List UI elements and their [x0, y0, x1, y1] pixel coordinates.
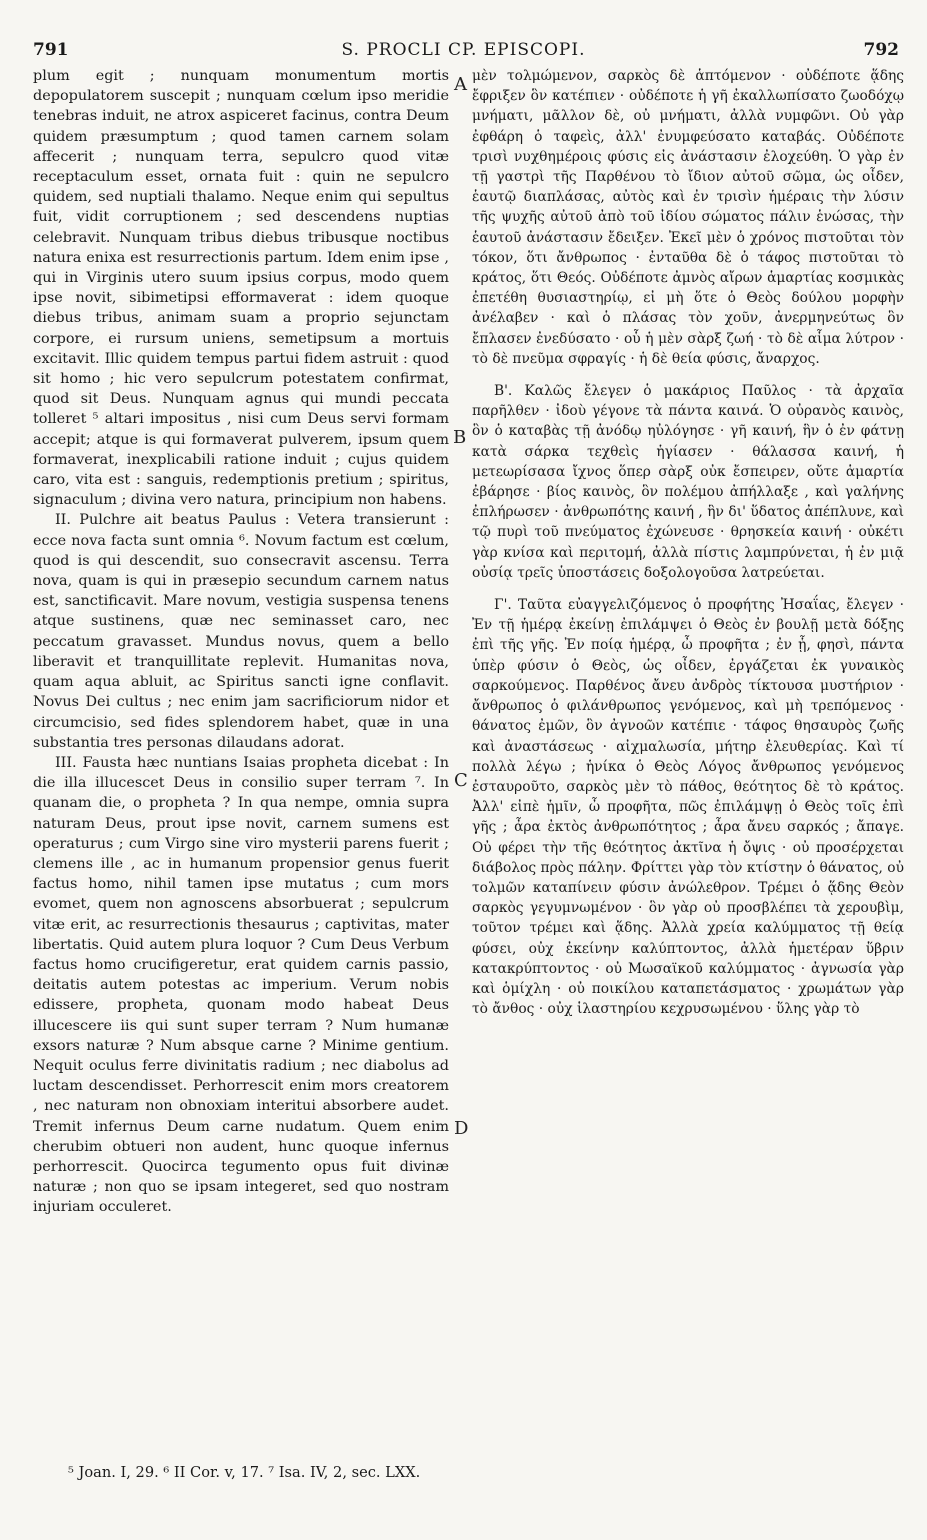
margin-letter-d: D — [454, 1118, 469, 1139]
running-title: S. PROCLI CP. EPISCOPI. — [341, 40, 586, 60]
greek-paragraph-2: Β'. Καλῶς ἔλεγεν ὁ μακάριος Παῦλος · τὰ ἀρχαῖα παρῆλθεν · ἰδοὺ γέγονε τὰ πάντα καινά. Ὁ οὐρανὸς καινὸς, ὃν ὁ καταβὰς τῇ ἀνόδῳ ηὐλόγησε · γῆ καινή, ἣν ὁ ἐν φάτνῃ κατὰ σάρκα τεχθεὶς ἡγίασεν · θάλασσα καινή, ἡ μετεωρίσασα ἴχνος ὅπερ σὰρξ οὐκ ἔσπειρεν, οὔτε ἁμαρτία ἐβάρησε · βίος καινὸς, ὃν πολέμου ἀπήλλαξε , καὶ γαλήνης ἐπλήρωσεν · ἀνθρωπότης καινή , ἣν δι' ὕδατος ἀπέπλυνε, καὶ τῷ πυρὶ τοῦ πνεύματος ἐχώνευσε · θρησκεία καινή · οὐκέτι γὰρ κνίσα καὶ περιτομή, ἀλλὰ πίστις λαμπρύνεται, ἡ ἐν μιᾷ οὐσίᾳ τρεῖς ὑποστάσεις δοξολογοῦσα λατρεύεται. — [472, 383, 904, 581]
latin-paragraph-1: plum egit ; nunquam monumentum mortis depopulatorem suscepit ; nunquam cœlum ipso meridie tenebras induit, ne atrox aspiceret facinus, contra Deum quidem præsumptum ; quod tamen carnem solam affecerit ; nunquam terra, sepulcro quod vitæ receptaculum esset, ornata fuit : quin ne sepulcro quidem, sed nuptiali thalamo. Neque enim qui sepultus fuit, vidit corruptionem ; sed descendens nuptias celebravit. Nunquam tribus diebus tribusque noctibus natura enixa est resurrectionis partum. Idem enim ipse , qui in Virginis utero suum ipsius corpus, modo quem ipse novit, sibimetipsi efformaverat : idem quoque diebus tribus, animam suam a proprio sejunctam corpore, ei rursum uniens, semetipsum a mortuis excitavit. Illic quidem tempus partui fidem astruit : quod sit homo ; hic vero sepulcrum potestatem confirmat, quod sit Deus. Nunquam agnus qui mundi peccata tolleret ⁵ altari impositus , nisi cum Deus servi formam accepit; atque is qui formaverat pulverem, ipsum quem formaverat, inexplicabili ratione induit ; cujus quidem caro, vita est : sanguis, redemptionis pretium ; spiritus, signaculum ; divina vero natura, principium non habens. — [33, 68, 449, 509]
latin-paragraph-3: III. Fausta hæc nuntians Isaias propheta dicebat : In die illa illucescet Deus in consilio super terram ⁷. In quanam die, o propheta ? In qua nempe, omnia supra naturam Deus, prout ipse novit, carnem sumens est operaturus ; cum Virgo sine viro mysterii parens fuerit ; clemens ille , ac in humanum propensior genus fuerit factus homo, nihil tamen ipse mutatus ; cum mors evomet, quem non agnoscens absorbuerat ; sepulcrum vitæ erit, ac resurrectionis thesaurus ; captivitas, mater libertatis. Quid autem plura loquor ? Cum Deus Verbum factus homo crucifigeretur, erat quidem carnis passio, deitatis autem potestas ac imperium. Verum nobis edissere, propheta, quonam modo habeat Deus illucescere iis qui sunt super terram ? Num humanæ exsors naturæ ? Num absque carne ? Minime gentium. Nequit oculus ferre divinitatis radium ; nec diabolus ad luctam descendisset. Perhorrescit enim mors creatorem , nec naturam non obnoxiam interitui absorbere audet. Tremit infernus Deum carne nudatum. Quem enim cherubim obtueri non audent, hunc quoque infernus perhorrescit. Quocirca tegumento opus fuit divinæ naturæ ; non quo se ipsam integeret, sed quo nostram injuriam occuleret. — [33, 754, 449, 1216]
margin-letter-c: C — [454, 770, 468, 791]
margin-letter-b: B — [453, 427, 467, 448]
margin-letter-a: A — [454, 74, 467, 95]
greek-column — [472, 66, 904, 1019]
page-number-right: 792 — [863, 40, 899, 60]
page-number-left: 791 — [33, 40, 69, 60]
latin-paragraph-2: II. Pulchre ait beatus Paulus : Vetera transierunt : ecce nova facta sunt omnia ⁶. Novum factum est cœlum, quod is qui descendit, suo consecravit ascensu. Terra nova, quam is qui in præsepio secundum carnem natus est, sanctificavit. Mare novum, vestigia suspensa tenens atque sustinens, quæ nec seminasset caro, nec peccatum gravasset. Mundus novus, quem a bello liberavit et tranquillitate replevit. Humanitas nova, quam aqua abluit, ac Spiritus sancti igne conflavit. Novus Dei cultus ; nec enim jam sacrificiorum nidor et circumcisio, sed fides splendorem habet, quæ in una substantia tres personas dilaudans adorat. — [33, 512, 449, 751]
greek-paragraph-3: Γ'. Ταῦτα εὐαγγελιζόμενος ὁ προφήτης Ἠσαΐας, ἔλεγεν · Ἐν τῇ ἡμέρᾳ ἐκείνῃ ἐπιλάμψει ὁ Θεὸς ἐν βουλῇ μετὰ δόξης ἐπὶ τῆς γῆς. Ἐν ποίᾳ ἡμέρᾳ, ὦ προφῆτα ; ἐν ᾗ, φησὶ, πάντα ὑπὲρ φύσιν ὁ Θεὸς, ὡς οἶδεν, ἐργάζεται ἐκ γυναικὸς σαρκούμενος. Παρθένος ἄνευ ἀνδρὸς τίκτουσα μυστήριον · ἄνθρωπος ὁ φιλάνθρωπος γενόμενος, καὶ μὴ τρεπόμενος · θάνατος ἐμῶν, ὃν ἀγνοῶν κατέπιε · τάφος θησαυρὸς ζωῆς καὶ ἀναστάσεως · αἰχμαλωσία, μήτηρ ἐλευθερίας. Καὶ τί πολλὰ λέγω ; ἡνίκα ὁ Θεὸς Λόγος ἄνθρωπος γενόμενος ἐσταυροῦτο, σαρκὸς μὲν τὸ πάθος, θεότητος δὲ τὸ κράτος. Ἀλλ' εἰπὲ ἡμῖν, ὦ προφῆτα, πῶς ἐπιλάμψῃ ὁ Θεὸς τοῖς ἐπὶ γῆς ; ἆρα ἐκτὸς ἀνθρωπότητος ; ἆρα ἄνευ σαρκός ; ἄπαγε. Οὐ φέρει τὴν τῆς θεότητος ἀκτῖνα ἡ ὄψις · οὐ προσέρχεται διάβολος πρὸς πάλην. Φρίττει γὰρ τὸν κτίστην ὁ θάνατος, οὐ τολμῶν καταπίνειν φύσιν ἀνώλεθρον. Τρέμει ὁ ᾅδης Θεὸν σαρκὸς γεγυμνωμένον · ὃν γὰρ οὐ προσβλέπει τὰ χερουβὶμ, τοῦτον τρέμει καὶ ᾅδης. Ἀλλὰ χρεία καλύμματος τῇ θείᾳ φύσει, οὐχ ἐκείνην καλύπτοντος, ἀλλὰ ἡμετέραν ὕβριν κατακρύπτοντος · οὐ Μωσαϊκοῦ καλύμματος · ἀγνωσία γὰρ καὶ ὁμίχλη · οὐ ποικίλου καταπετάσματος · χρωμάτων γὰρ τὸ ἄνθος · οὐχ ἱλαστηρίου κεχρυσωμένου · ὕλης γὰρ τὸ — [472, 597, 904, 1018]
greek-paragraph-1: μὲν τολμώμενον, σαρκὸς δὲ ἁπτόμενον · οὐδέποτε ᾅδης ἔφριξεν ὃν κατέπιεν · οὐδέποτε ἡ γῆ ἐκαλλωπίσατο ζωοδόχῳ μνήματι, μᾶλλον δὲ, οὐ μνήματι, ἀλλὰ νυμφῶνι. Οὐ γὰρ ἐφθάρη ὁ ταφεὶς, ἀλλ' ἐνυμφεύσατο καταβάς. Οὐδέποτε τρισὶ νυχθημέροις φύσις εἰς ἀνάστασιν ἐλοχεύθη. Ὁ γὰρ ἐν τῇ γαστρὶ τῆς Παρθένου τὸ ἴδιον αὐτοῦ σῶμα, ὡς οἶδεν, ἑαυτῷ διαπλάσας, αὐτὸς καὶ ἐν τρισὶν ἡμέραις τὴν λύσιν τῆς ψυχῆς αὐτοῦ ἀπὸ τοῦ ἰδίου σώματος πάλιν ἑνώσας, τὴν ἑαυτοῦ ἀνάστασιν ἔδειξεν. Ἐκεῖ μὲν ὁ χρόνος πιστοῦται τὸν τόκον, ὅτι ἄνθρωπος · ἐνταῦθα δὲ ὁ τάφος πιστοῦται τὸ κράτος, ὅτι Θεός. Οὐδέποτε ἀμνὸς αἴρων ἁμαρτίας κοσμικὰς ἐπετέθη θυσιαστηρίῳ, εἰ μὴ ὅτε ὁ Θεὸς δούλου μορφὴν ἀνέλαβεν · καὶ ὁ πλάσας τὸν χοῦν, ἀνερμηνεύτως ὃν ἔπλασεν ἐνεδύσατο · οὗ ἡ μὲν σὰρξ ζωή · τὸ δὲ αἷμα λύτρον · τὸ δὲ πνεῦμα σφραγίς · ἡ δὲ θεία φύσις, ἄναρχος. — [472, 68, 904, 367]
latin-column — [33, 66, 449, 1218]
page-header — [0, 40, 927, 62]
footnotes: ⁵ Joan. I, 29. ⁶ II Cor. v, 17. ⁷ Isa. IV, 2, sec. LXX. — [68, 1464, 421, 1481]
